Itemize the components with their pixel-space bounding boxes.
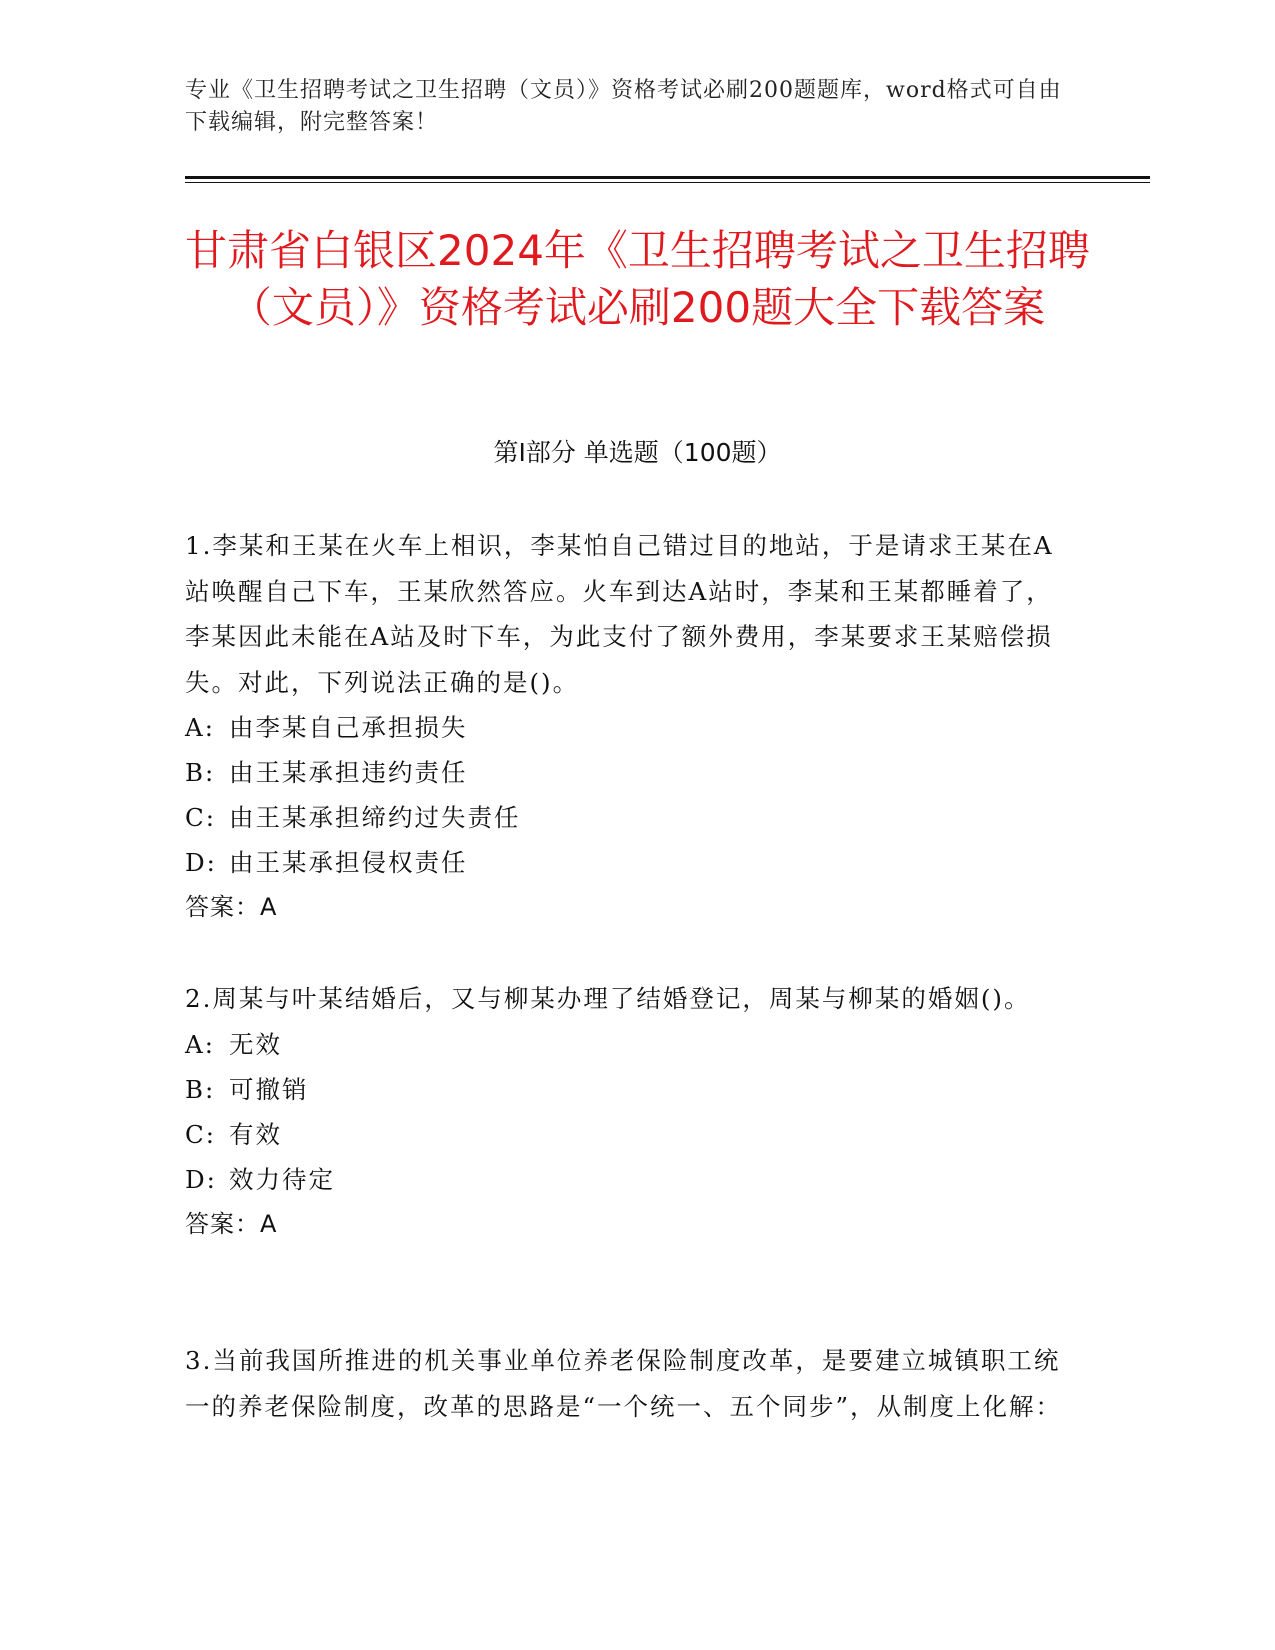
question-1 [185,523,1065,930]
document-title: 甘肃省白银区2024年《卫生招聘考试之卫生招聘（文员）》资格考试必刷200题大全下载答案 [185,226,1090,332]
question-stem: 3.当前我国所推进的机关事业单位养老保险制度改革，是要建立城镇职工统一的养老保险制度，改革的思路是“一个统一、五个同步”，从制度上化解： [185,1346,1063,1421]
option-text: 由李某自己承担损失 [229,713,468,742]
option-text: 有效 [229,1119,282,1149]
section-title: 第I部分 单选题（100题） [493,438,782,467]
question-stem: 2.周某与叶某结婚后，又与柳某办理了结婚登记，周某与柳某的婚姻()。 [185,984,1031,1013]
option-letter: D: [185,1164,217,1194]
option-letter: C: [185,1119,217,1149]
option-text: 可撤销 [229,1074,309,1104]
option-a [185,1022,1065,1067]
answer-line: 答案：A [185,893,278,921]
header-note: 专业《卫生招聘考试之卫生招聘（文员）》资格考试必刷200题题库，word格式可自由下载编辑，附完整答案！ [185,78,1062,135]
option-letter: A: [185,1029,215,1059]
option-b [185,750,1065,795]
option-b [185,1067,1065,1112]
option-text: 由王某承担缔约过失责任 [229,803,521,832]
option-letter: D: [185,848,217,877]
option-letter: B: [185,1074,216,1104]
option-d [185,1157,1065,1202]
option-c [185,1112,1065,1157]
question-2 [185,976,1065,1247]
question-3 [185,1338,1065,1429]
option-text: 由王某承担侵权责任 [229,848,468,877]
option-c [185,795,1065,840]
option-text: 无效 [229,1029,282,1059]
header-divider-thin [185,182,1150,183]
question-stem: 1.李某和王某在火车上相识，李某怕自己错过目的地站，于是请求王某在A站唤醒自己下车，王某欣然答应。火车到达A站时，李某和王某都睡着了，李某因此未能在A站及时下车，为此支付了额外费用，李某要求王某赔偿损失。对此，下列说法正确的是()。 [185,531,1054,697]
option-letter: A: [185,713,215,742]
option-text: 效力待定 [229,1164,335,1194]
option-letter: B: [185,758,216,787]
answer-line: 答案：A [185,1209,278,1238]
option-a [185,705,1065,750]
option-letter: C: [185,803,217,832]
option-d [185,840,1065,885]
option-text: 由王某承担违约责任 [229,758,468,787]
header-divider-thick [185,176,1150,179]
